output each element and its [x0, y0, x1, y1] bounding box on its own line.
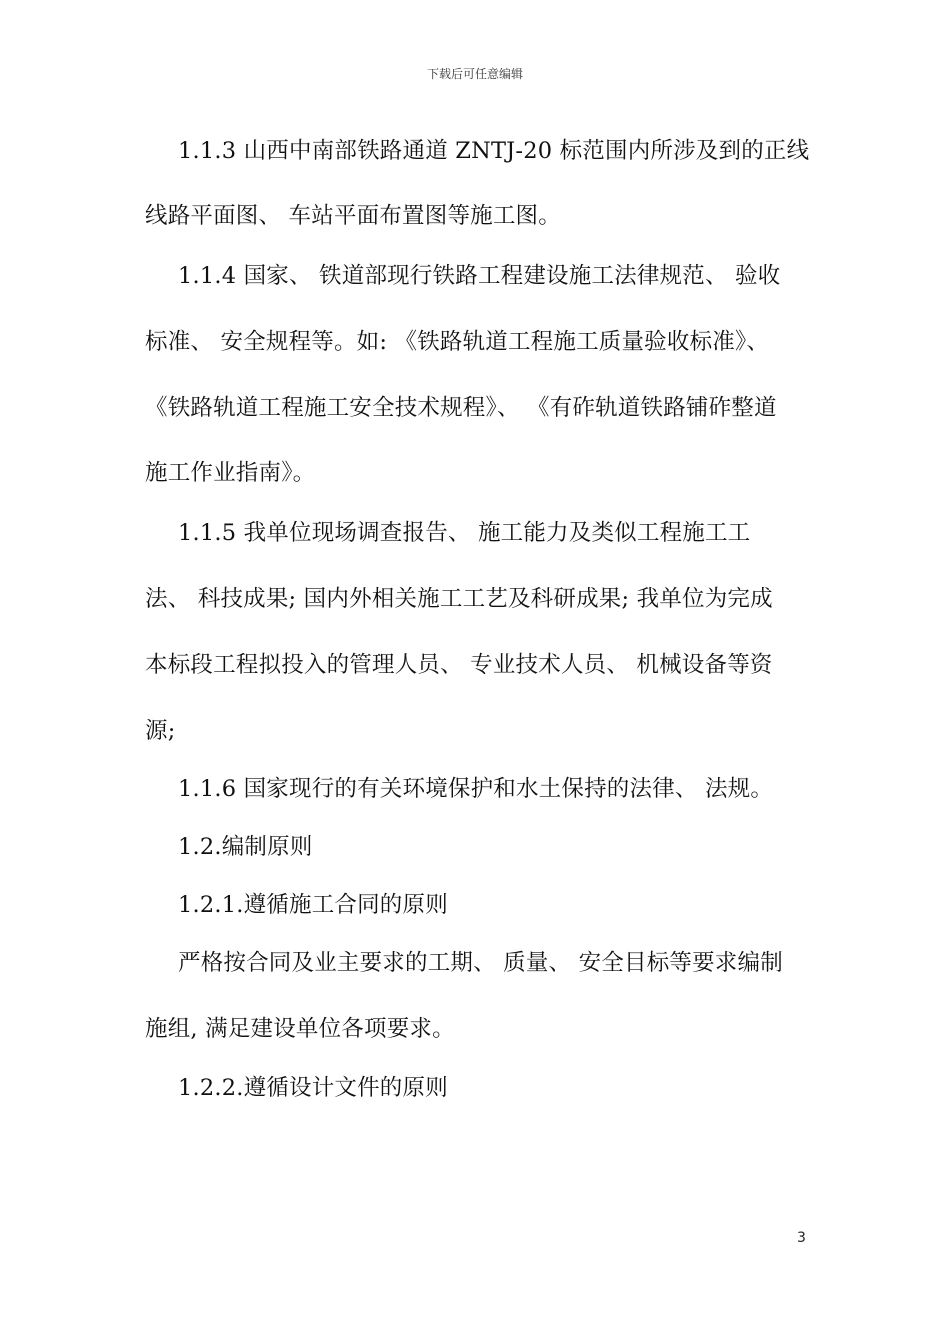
section-heading: 1.2.2.遵循设计文件的原则 — [178, 1075, 448, 1101]
section-heading: 1.2.编制原则 — [178, 834, 313, 860]
paragraph-line: 施组, 满足建设单位各项要求。 — [145, 1016, 455, 1042]
paragraph-line: 1.1.4 国家、 铁道部现行铁路工程建设施工法律规范、 验收 — [178, 263, 781, 289]
paragraph-line: 标准、 安全规程等。如: 《铁路轨道工程施工质量验收标准》、 — [145, 329, 770, 355]
page-header: 下载后可任意编辑 — [426, 67, 523, 81]
paragraph-line: 源; — [145, 718, 176, 744]
paragraph-line: 本标段工程拟投入的管理人员、 专业技术人员、 机械设备等资 — [145, 652, 773, 678]
paragraph-line: 法、 科技成果; 国内外相关施工工艺及科研成果; 我单位为完成 — [145, 586, 773, 612]
paragraph-line: 线路平面图、 车站平面布置图等施工图。 — [145, 203, 561, 229]
paragraph-line: 1.1.5 我单位现场调查报告、 施工能力及类似工程施工工 — [178, 520, 751, 546]
paragraph-line: 严格按合同及业主要求的工期、 质量、 安全目标等要求编制 — [178, 950, 783, 976]
paragraph-line: 施工作业指南》。 — [145, 460, 316, 486]
paragraph-line: 《铁路轨道工程施工安全技术规程》、 《有砟轨道铁路铺砟整道 — [145, 395, 777, 421]
paragraph-line: 1.1.3 山西中南部铁路通道 ZNTJ-20 标范围内所涉及到的正线 — [178, 138, 810, 164]
paragraph-line: 1.1.6 国家现行的有关环境保护和水土保持的法律、 法规。 — [178, 776, 774, 802]
page-number: 3 — [797, 1230, 806, 1246]
section-heading: 1.2.1.遵循施工合同的原则 — [178, 892, 448, 918]
